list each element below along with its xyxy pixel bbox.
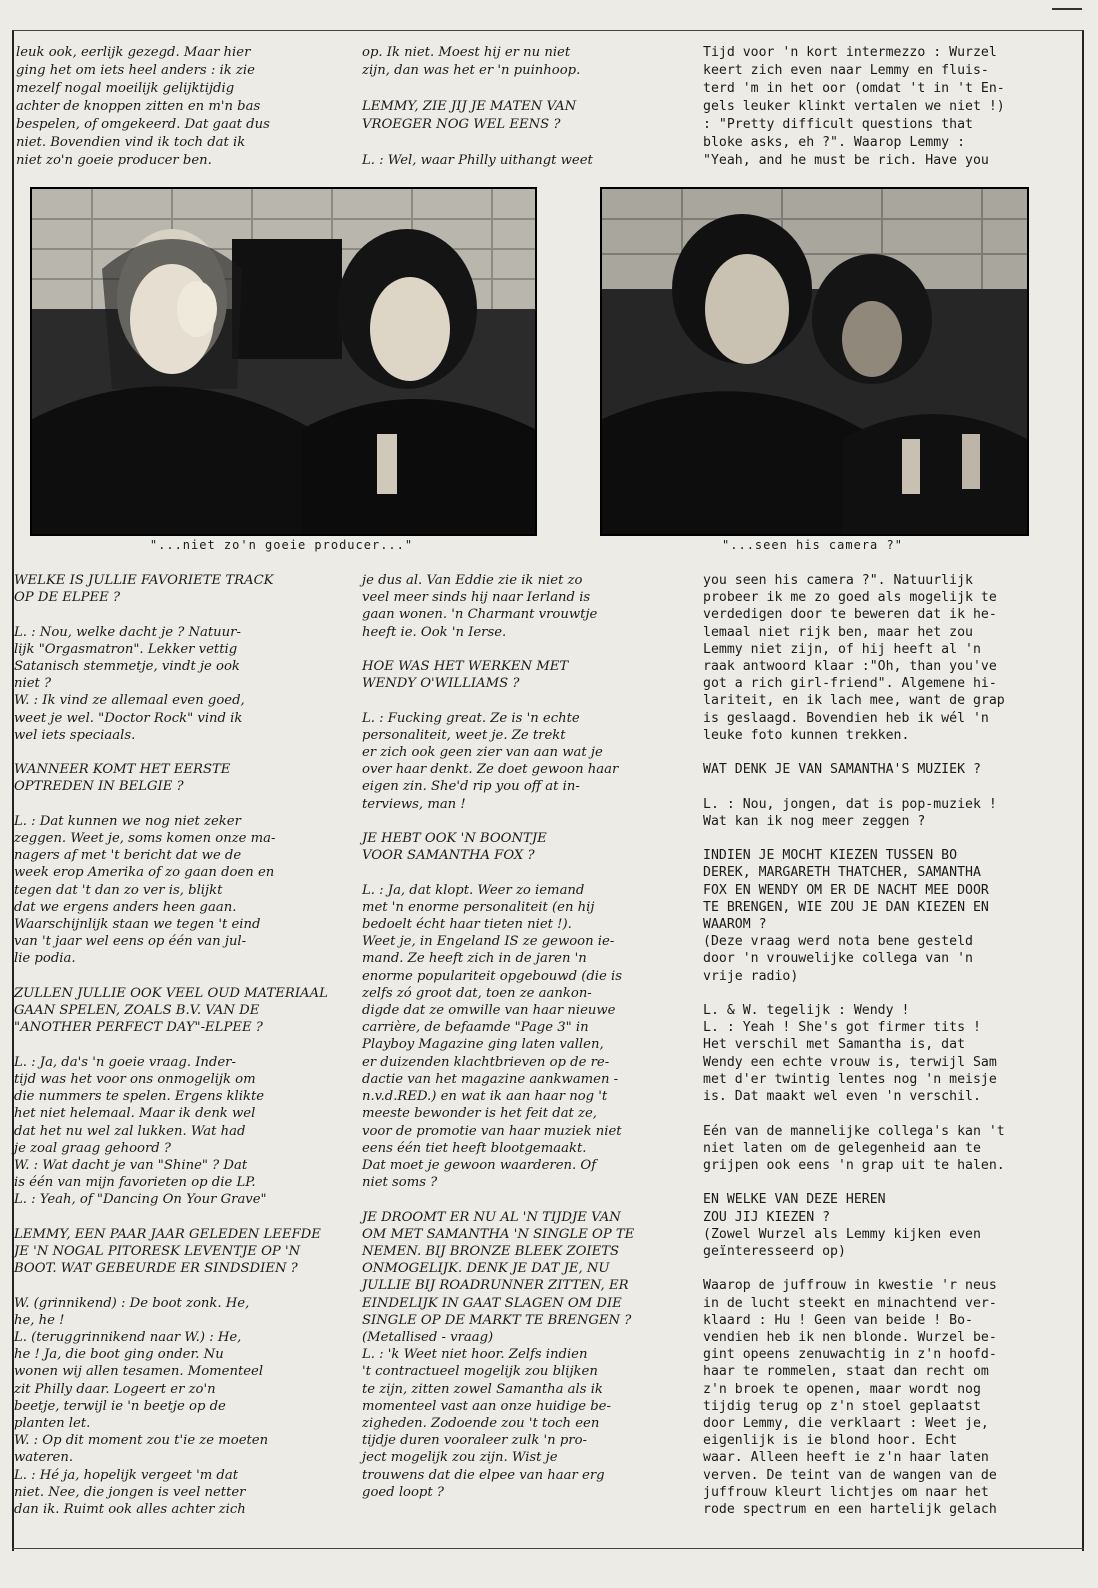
text-line: Het verschil met Samantha is, dat xyxy=(703,1037,966,1053)
text-line: LEMMY, ZIE JIJ JE MATEN VAN xyxy=(362,99,577,114)
text-line: rode spectrum en een hartelijk gelach xyxy=(703,1501,997,1517)
text-line: grijpen ook eens 'n grap uit te halen. xyxy=(703,1157,1005,1173)
text-line: gaan wonen. 'n Charmant vrouwtje xyxy=(362,607,598,623)
text-line: Wendy een echte vrouw is, terwijl Sam xyxy=(703,1054,997,1070)
text-line: HOE WAS HET WERKEN MET xyxy=(362,659,569,675)
photo-right-illustration xyxy=(602,189,1027,534)
text-line: EN WELKE VAN DEZE HEREN xyxy=(703,1192,886,1208)
text-line: L. : Yeah, of "Dancing On Your Grave" xyxy=(14,1192,267,1208)
text-line: WANNEER KOMT HET EERSTE xyxy=(14,762,231,778)
text-line: TE BRENGEN, WIE ZOU JE DAN KIEZEN EN xyxy=(703,899,989,915)
text-line xyxy=(703,985,1043,1002)
text-line: tijdig terug op z'n stoel geplaatst xyxy=(703,1398,981,1414)
text-line: zelfs zó groot dat, toen ze aankon- xyxy=(362,985,592,1001)
text-line: verven. De teint van de wangen van de xyxy=(703,1467,997,1483)
text-line: W. (grinnikend) : De boot zonk. He, xyxy=(14,1295,250,1311)
text-line: carrière, de befaamde "Page 3" in xyxy=(362,1020,589,1036)
body-column-3 xyxy=(703,572,1043,1518)
text-line: L. : Dat kunnen we nog niet zeker xyxy=(14,813,241,829)
text-line: enorme populariteit opgebouwd (die is xyxy=(362,968,622,984)
text-line: zeggen. Weet je, soms komen onze ma- xyxy=(14,831,276,847)
photo-right xyxy=(600,187,1029,536)
text-line xyxy=(703,1260,1043,1277)
text-line: VOOR SAMANTHA FOX ? xyxy=(362,848,535,864)
text-line: trouwens dat die elpee van haar erg xyxy=(362,1467,605,1483)
body-column-1 xyxy=(14,572,354,1518)
text-line: (Zowel Wurzel als Lemmy kijken even xyxy=(703,1226,981,1242)
text-line: WAAROM ? xyxy=(703,917,767,933)
text-line: W. : Ik vind ze allemaal even goed, xyxy=(14,693,245,709)
text-line xyxy=(14,1277,354,1294)
text-line: waar. Alleen heeft ie z'n haar laten xyxy=(703,1450,989,1466)
text-line: n.v.d.RED.) en wat ik aan haar nog 't xyxy=(362,1089,608,1105)
text-line: Waarschijnlijk staan we tegen 't eind xyxy=(14,917,261,933)
text-line: personaliteit, weet je. Ze trekt xyxy=(362,727,566,743)
text-line: leuke foto kunnen trekken. xyxy=(703,727,910,743)
text-line: is geslaagd. Bovendien heb ik wél 'n xyxy=(703,710,989,726)
text-line: op. Ik niet. Moest hij er nu niet xyxy=(362,45,571,60)
text-line: NEMEN. BIJ BRONZE BLEEK ZOIETS xyxy=(362,1243,620,1259)
text-line: weet je wel. "Doctor Rock" vind ik xyxy=(14,710,243,726)
text-line: ject mogelijk zou zijn. Wist je xyxy=(362,1450,558,1466)
text-line: zigheden. Zodoende zou 't toch een xyxy=(362,1415,600,1431)
text-line: BOOT. WAT GEBEURDE ER SINDSDIEN ? xyxy=(14,1261,298,1277)
text-line: wateren. xyxy=(14,1450,74,1466)
text-line: het niet helemaal. Maar ik denk wel xyxy=(14,1106,256,1122)
text-line: digde dat ze omwille van haar nieuwe xyxy=(362,1003,616,1019)
bottom-rule xyxy=(12,1548,1084,1549)
text-line xyxy=(362,641,692,658)
text-line: WELKE IS JULLIE FAVORIETE TRACK xyxy=(14,573,274,588)
text-line: eigen zin. She'd rip you off at in- xyxy=(362,779,580,795)
text-line: L. : Fucking great. Ze is 'n echte xyxy=(362,710,580,726)
text-line: bloke asks, eh ?". Waarop Lemmy : xyxy=(703,135,966,150)
text-line: raak antwoord klaar :"Oh, than you've xyxy=(703,659,997,675)
text-line: heeft ie. Ook 'n Ierse. xyxy=(362,624,507,640)
text-line: probeer ik me zo goed als mogelijk te xyxy=(703,590,997,606)
photo-lemmy-wurzel xyxy=(30,187,537,536)
text-line: lemaal niet rijk ben, maar het zou xyxy=(703,624,973,640)
text-line: L. : Wel, waar Philly uithangt weet xyxy=(362,153,593,168)
text-line: DEREK, MARGARETH THATCHER, SAMANTHA xyxy=(703,865,981,881)
text-line: leuk ook, eerlijk gezegd. Maar hier xyxy=(16,45,251,60)
text-line: lie podia. xyxy=(14,951,76,967)
text-line: Satanisch stemmetje, vindt je ook xyxy=(14,659,240,675)
text-line: gint opeens zenuwachtig in z'n hoofd- xyxy=(703,1347,997,1363)
text-line: VROEGER NOG WEL EENS ? xyxy=(362,117,561,132)
text-line: Eén van de mannelijke collega's kan 't xyxy=(703,1123,1005,1139)
text-line: L. & W. tegelijk : Wendy ! xyxy=(703,1003,910,1019)
text-line: zijn, dan was het er 'n puinhoop. xyxy=(362,63,581,78)
text-line: bespelen, of omgekeerd. Dat gaat dus xyxy=(16,117,270,132)
text-line xyxy=(703,1174,1043,1191)
text-line: tijd was het voor ons onmogelijk om xyxy=(14,1071,256,1087)
text-line: planten let. xyxy=(14,1415,91,1431)
text-line: juffrouw kleurt lichtjes om naar het xyxy=(703,1484,989,1500)
text-line: EINDELIJK IN GAAT SLAGEN OM DIE xyxy=(362,1295,622,1311)
text-line: wel iets speciaals. xyxy=(14,727,136,743)
text-line: L. : Ja, da's 'n goeie vraag. Inder- xyxy=(14,1054,236,1070)
text-line xyxy=(14,606,354,623)
text-line: ZOU JIJ KIEZEN ? xyxy=(703,1209,831,1225)
text-line: Dat moet je gewoon waarderen. Of xyxy=(362,1157,597,1173)
text-line: vrije radio) xyxy=(703,968,799,984)
text-line: JE 'N NOGAL PITORESK LEVENTJE OP 'N xyxy=(14,1243,301,1259)
text-line: "Yeah, and he must be rich. Have you xyxy=(703,153,989,168)
text-line: Waarop de juffrouw in kwestie 'r neus xyxy=(703,1278,997,1294)
text-line: JE DROOMT ER NU AL 'N TIJDJE VAN xyxy=(362,1209,621,1225)
text-line: nagers af met 't bericht dat we de xyxy=(14,848,242,864)
text-line: in de lucht steekt en minachtend ver- xyxy=(703,1295,997,1311)
text-line: tegen dat 't dan zo ver is, blijkt xyxy=(14,882,223,898)
text-line xyxy=(14,1209,354,1226)
text-line: L. : Hé ja, hopelijk vergeet 'm dat xyxy=(14,1467,239,1483)
text-line: mezelf nogal moeilijk gelijktijdig xyxy=(16,81,235,96)
text-line: beetje, terwijl ie 'n beetje op de xyxy=(14,1398,226,1414)
text-line: JULLIE BIJ ROADRUNNER ZITTEN, ER xyxy=(362,1278,629,1294)
text-line: Playboy Magazine ging laten vallen, xyxy=(362,1037,604,1053)
text-line: SINGLE OP DE MARKT TE BRENGEN ? xyxy=(362,1312,632,1328)
text-line: geïnteresseerd op) xyxy=(703,1243,846,1259)
text-line: OM MET SAMANTHA 'N SINGLE OP TE xyxy=(362,1226,635,1242)
body-column-2 xyxy=(362,572,692,1501)
text-line: niet soms ? xyxy=(362,1175,438,1191)
text-line: er duizenden klachtbrieven op de re- xyxy=(362,1054,610,1070)
text-line: mand. Ze heeft zich in de jaren 'n xyxy=(362,951,587,967)
text-line: met 'n enorme personaliteit (en hij xyxy=(362,899,595,915)
text-line: eigenlijk is ie blond hoor. Echt xyxy=(703,1433,958,1449)
text-line xyxy=(703,1105,1043,1122)
text-line: niet zo'n goeie producer ben. xyxy=(16,153,212,168)
text-line: W. : Wat dacht je van "Shine" ? Dat xyxy=(14,1157,248,1173)
text-line: ONMOGELIJK. DENK JE DAT JE, NU xyxy=(362,1261,610,1277)
text-line: er zich ook geen zier van aan wat je xyxy=(362,745,603,761)
text-line: wonen wij allen tesamen. Momenteel xyxy=(14,1364,264,1380)
caption-right: "...seen his camera ?" xyxy=(722,538,903,552)
text-line: dan ik. Ruimt ook alles achter zich xyxy=(14,1501,246,1517)
text-line: L. (teruggrinnikend naar W.) : He, xyxy=(14,1329,242,1345)
top-edge-line xyxy=(1052,8,1082,10)
text-line: dat het nu wel zal lukken. Wat had xyxy=(14,1123,246,1139)
text-line: bedoelt écht haar tieten niet !). xyxy=(362,917,572,933)
text-line: terviews, man ! xyxy=(362,796,466,812)
text-line: GAAN SPELEN, ZOALS B.V. VAN DE xyxy=(14,1003,260,1019)
photo-left-illustration xyxy=(32,189,535,534)
text-line: je zoal graag gehoord ? xyxy=(14,1140,171,1156)
caption-left: "...niet zo'n goeie producer..." xyxy=(149,538,414,552)
top-middle-column xyxy=(362,44,692,170)
text-line: door 'n vrouwelijke collega van 'n xyxy=(703,951,973,967)
top-right-column xyxy=(703,44,1043,170)
text-line: gels leuker klinkt vertalen we niet !) xyxy=(703,99,1005,114)
text-line xyxy=(703,778,1043,795)
text-line: FOX EN WENDY OM ER DE NACHT MEE DOOR xyxy=(703,882,989,898)
text-line: eens één tiet heeft blootgemaakt. xyxy=(362,1140,587,1156)
top-left-column xyxy=(16,44,346,170)
text-line: you seen his camera ?". Natuurlijk xyxy=(703,573,973,588)
text-line: van 't jaar wel eens op één van jul- xyxy=(14,934,247,950)
text-line: L. : Yeah ! She's got firmer tits ! xyxy=(703,1020,981,1036)
text-line: veel meer sinds hij naar Ierland is xyxy=(362,590,591,606)
text-line: voor de promotie van haar muziek niet xyxy=(362,1123,622,1139)
text-line: dactie van het magazine aankwamen - xyxy=(362,1071,619,1087)
text-line: L. : Nou, jongen, dat is pop-muziek ! xyxy=(703,796,997,812)
text-line: he ! Ja, die boot ging onder. Nu xyxy=(14,1347,224,1363)
text-line: is één van mijn favorieten op die LP. xyxy=(14,1175,256,1191)
text-line xyxy=(362,864,692,881)
text-line: is. Dat maakt wel even 'n verschil. xyxy=(703,1089,981,1105)
text-line: LEMMY, EEN PAAR JAAR GELEDEN LEEFDE xyxy=(14,1226,321,1242)
text-line: L. : Nou, welke dacht je ? Natuur- xyxy=(14,624,241,640)
text-line: JE HEBT OOK 'N BOONTJE xyxy=(362,831,547,847)
text-line: door Lemmy, die verklaart : Weet je, xyxy=(703,1415,989,1431)
text-line: vendien heb ik nen blonde. Wurzel be- xyxy=(703,1329,997,1345)
text-line: Lemmy niet zijn, of hij heeft al 'n xyxy=(703,641,981,657)
text-line: OPTREDEN IN BELGIE ? xyxy=(14,779,184,795)
text-line: z'n broek te openen, maar wordt nog xyxy=(703,1381,981,1397)
text-line: verdedigen door te beweren dat ik he- xyxy=(703,607,997,623)
text-line: W. : Op dit moment zou t'ie ze moeten xyxy=(14,1433,269,1449)
text-line: zit Philly daar. Logeert er zo'n xyxy=(14,1381,216,1397)
text-line xyxy=(362,80,692,98)
text-line: : "Pretty difficult questions that xyxy=(703,117,973,132)
text-line: niet ? xyxy=(14,676,52,692)
text-line: niet. Bovendien vind ik toch dat ik xyxy=(16,135,246,150)
text-line: ging het om iets heel anders : ik zie xyxy=(16,63,255,78)
text-line: meeste bewonder is het feit dat ze, xyxy=(362,1106,597,1122)
text-line: met d'er twintig lentes nog 'n meisje xyxy=(703,1071,997,1087)
text-line: 't contractueel mogelijk zou blijken xyxy=(362,1364,598,1380)
text-line: Wat kan ik nog meer zeggen ? xyxy=(703,813,926,829)
text-line xyxy=(14,1036,354,1053)
text-line: achter de knoppen zitten en m'n bas xyxy=(16,99,261,114)
text-line: keert zich even naar Lemmy en fluis- xyxy=(703,63,989,78)
text-line xyxy=(362,813,692,830)
text-line: INDIEN JE MOCHT KIEZEN TUSSEN BO xyxy=(703,848,958,864)
text-line: L. : 'k Weet niet hoor. Zelfs indien xyxy=(362,1347,588,1363)
text-line xyxy=(703,744,1043,761)
text-line xyxy=(14,744,354,761)
text-line: L. : Ja, dat klopt. Weer zo iemand xyxy=(362,882,585,898)
text-line: dat we ergens anders heen gaan. xyxy=(14,899,237,915)
text-line: terd 'm in het oor (omdat 't in 't En- xyxy=(703,81,1005,96)
text-line: die nummers te spelen. Ergens klikte xyxy=(14,1089,265,1105)
text-line xyxy=(362,692,692,709)
text-line: niet. Nee, die jongen is veel netter xyxy=(14,1484,246,1500)
text-line: he, he ! xyxy=(14,1312,65,1328)
text-line: "ANOTHER PERFECT DAY"-ELPEE ? xyxy=(14,1020,263,1036)
text-line: (Deze vraag werd nota bene gesteld xyxy=(703,934,973,950)
text-line: lijk "Orgasmatron". Lekker vettig xyxy=(14,641,238,657)
text-line xyxy=(362,1191,692,1208)
text-line: goed loopt ? xyxy=(362,1484,444,1500)
text-line: tijdje duren vooraleer zulk 'n pro- xyxy=(362,1433,587,1449)
text-line xyxy=(362,134,692,152)
text-line: Weet je, in Engeland IS ze gewoon ie- xyxy=(362,934,615,950)
text-line: OP DE ELPEE ? xyxy=(14,590,121,606)
text-line: haar te rommelen, staat dan recht om xyxy=(703,1364,989,1380)
text-line: got a rich girl-friend". Algemene hi- xyxy=(703,676,997,692)
text-line: week erop Amerika of zo gaan doen en xyxy=(14,865,275,881)
text-line: ZULLEN JULLIE OOK VEEL OUD MATERIAAL xyxy=(14,985,328,1001)
text-line: over haar denkt. Ze doet gewoon haar xyxy=(362,762,619,778)
text-line: je dus al. Van Eddie zie ik niet zo xyxy=(362,573,583,588)
text-line: WAT DENK JE VAN SAMANTHA'S MUZIEK ? xyxy=(703,762,981,778)
text-line xyxy=(703,830,1043,847)
text-line: (Metallised - vraag) xyxy=(362,1329,494,1345)
text-line xyxy=(14,796,354,813)
text-line: momenteel vast aan onze huidige be- xyxy=(362,1398,611,1414)
text-line: Tijd voor 'n kort intermezzo : Wurzel xyxy=(703,45,997,60)
text-line: lariteit, en ik lach mee, want de grap xyxy=(703,693,1005,709)
text-line xyxy=(14,968,354,985)
text-line: klaard : Hu ! Geen van beide ! Bo- xyxy=(703,1312,973,1328)
text-line: te zijn, zitten zowel Samantha als ik xyxy=(362,1381,603,1397)
text-line: WENDY O'WILLIAMS ? xyxy=(362,676,520,692)
text-line: niet laten om de gelegenheid aan te xyxy=(703,1140,981,1156)
